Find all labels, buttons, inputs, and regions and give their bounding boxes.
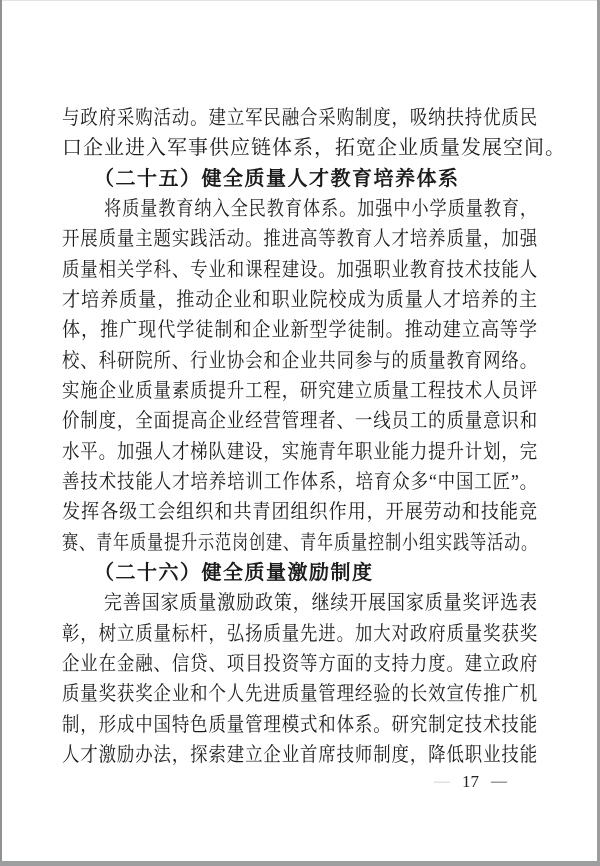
document-body [62,103,566,770]
page-number [434,772,507,792]
text-line: 口企业进入军事供应链体系，拓宽企业质量发展空间。 [62,137,566,160]
text-line: 实施企业质量素质提升工程，研究建立质量工程技术人员评 [62,379,538,402]
footer-right-dash: — [491,773,507,790]
footer-left-dash: — [434,773,450,790]
text-line: 价制度，全面提高企业经营管理者、一线员工的质量意识和 [62,410,538,433]
text-line: 制，形成中国特色质量管理模式和体系。研究制定技术技能 [62,713,538,736]
text-line: 才培养质量，推动企业和职业院校成为质量人才培养的主 [62,288,538,311]
page-edge-top [0,0,600,1]
text-line: 开展质量主题实践活动。推进高等教育人才培养质量，加强 [62,228,538,251]
text-line: 完善国家质量激励政策，继续开展国家质量奖评选表 [104,592,538,615]
section-heading: （二十六）健全质量激励制度 [94,561,374,584]
text-line: 将质量教育纳入全民教育体系。加强中小学质量教育， [104,197,538,220]
footer-page-number: 17 [462,772,479,791]
text-line: 人才激励办法，探索建立企业首席技师制度，降低职业技能 [62,743,538,766]
text-line: 赛、青年质量提升示范岗创建、青年质量控制小组实践等活动。 [62,531,538,554]
text-line: 善技术技能人才培养培训工作体系，培育众多“中国工匠”。 [62,470,538,493]
text-line: 发挥各级工会组织和共青团组织作用，开展劳动和技能竞 [62,501,538,524]
text-line: 质量奖获奖企业和个人先进质量管理经验的长效宣传推广机 [62,683,538,706]
section-heading: （二十五）健全质量人才教育培养体系 [94,167,460,190]
page-edge-bottom [0,861,600,866]
text-line: 质量相关学科、专业和课程建设。加强职业教育技术技能人 [62,258,538,281]
text-line: 企业在金融、信贷、项目投资等方面的支持力度。建立政府 [62,652,538,675]
text-line: 体，推广现代学徒制和企业新型学徒制。推动建立高等学 [62,319,538,342]
page-edge-left [0,0,2,866]
text-line: 与政府采购活动。建立军民融合采购制度，吸纳扶持优质民 [62,107,538,129]
text-line: 彰，树立质量标杆，弘扬质量先进。加大对政府质量奖获奖 [62,622,538,645]
text-line: 校、科研院所、行业协会和企业共同参与的质量教育网络。 [62,349,538,372]
text-line: 水平。加强人才梯队建设，实施青年职业能力提升计划，完 [62,440,538,463]
